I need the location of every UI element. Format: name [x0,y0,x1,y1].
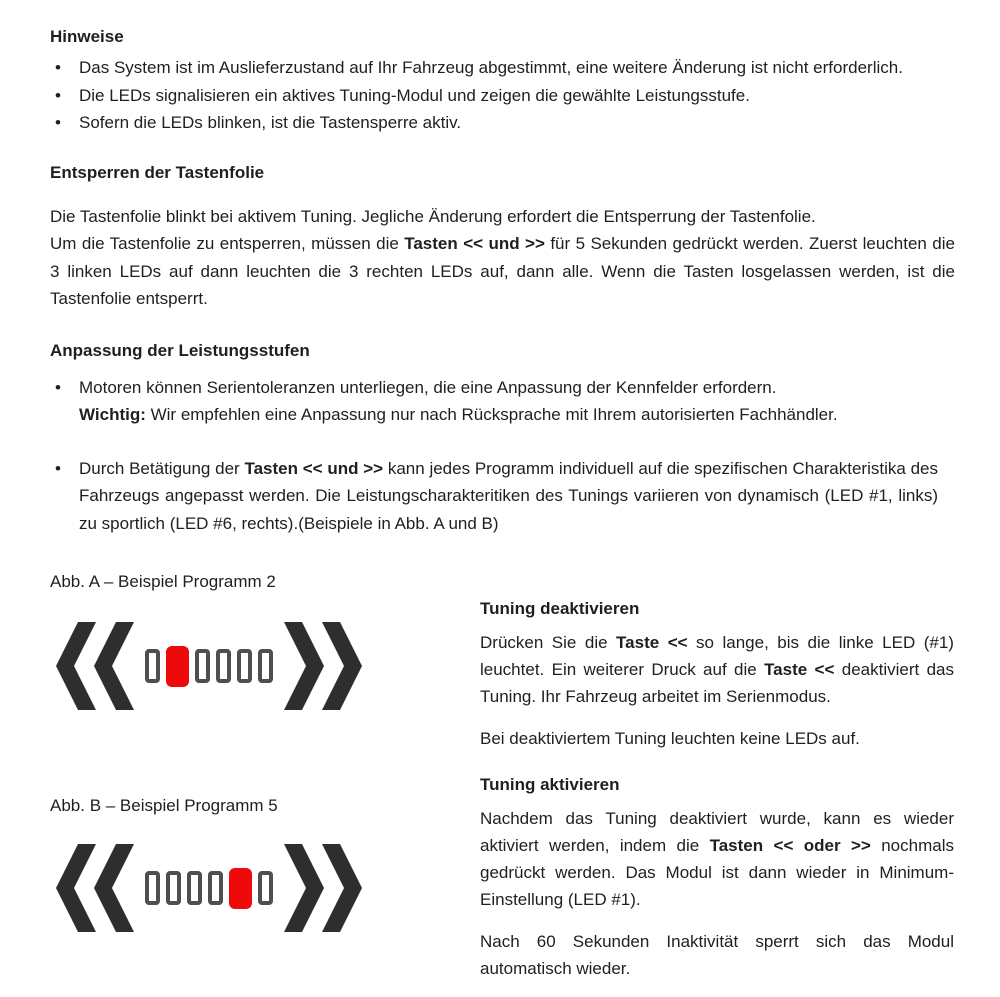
led-off-indicator [258,871,273,905]
anpassung-bullet-1: • Motoren können Serientoleranzen unterliegen, die eine Anpassung der Kennfelder erfordern. Wichtig: Wir empfehlen eine Anpassung nur nach Rücksprache mit Ihrem autorisierten Fachhändler. [50,374,938,429]
anpassung-bullet-2: • Durch Betätigung der Tasten << und >> kann jedes Programm individuell auf die spezifischen Charakteristika des Fahrzeugs angepasst werden. Die Leistungscharakteritiken des Tunings variieren von dynamisch (LED #1, links) zu sportlich (LED #6, rechts).(Beispiele in Abb. A und B) [50,455,938,538]
led-on-indicator [229,868,252,909]
hinweise-bullet-1: • Das System ist im Auslieferzustand auf Ihr Fahrzeug abgestimmt, eine weitere Änderung ist nicht erforderlich. [50,54,938,82]
double-chevron-right-icon [284,844,362,932]
figure-b-led-display [56,843,480,933]
figure-b-label: Abb. B – Beispiel Programm 5 [50,796,278,815]
led-off-indicator [145,649,160,683]
anpassung-title: Anpassung der Leistungsstufen [50,340,310,360]
double-chevron-right-icon [284,622,362,710]
led-on-indicator [166,646,189,687]
section-hinweise [50,26,952,137]
figure-a-label: Abb. A – Beispiel Programm 2 [50,572,276,591]
tuning-deaktivieren-title: Tuning deaktivieren [480,599,640,618]
led-off-indicator [216,649,231,683]
led-off-indicator [166,871,181,905]
led-off-indicator [258,649,273,683]
figure-a-led-display [56,621,480,711]
figures-and-instructions [50,559,952,997]
tuning-aktivieren-title: Tuning aktivieren [480,775,620,794]
double-chevron-left-icon [56,844,134,932]
figures-column [50,559,480,997]
hinweise-bullet-2: • Die LEDs signalisieren ein aktives Tuning-Modul und zeigen die gewählte Leistungsstufe. [50,82,938,110]
tuning-aktivieren-paragraph-1: Nachdem das Tuning deaktiviert wurde, kann es wieder aktiviert werden, indem die Tasten << oder >> nochmals gedrückt werden. Das Modul ist dann wieder in Minimum-Einstellung (LED #1). [480,809,954,909]
entsperren-title: Entsperren der Tastenfolie [50,162,265,182]
hinweise-bullet-list [50,54,938,137]
led-off-indicator [237,649,252,683]
section-anpassung [50,340,952,538]
double-chevron-left-icon [56,622,134,710]
led-off-indicator [145,871,160,905]
hinweise-bullet-3: • Sofern die LEDs blinken, ist die Tastensperre aktiv. [50,109,938,137]
led-row [145,868,273,909]
tuning-deaktivieren-paragraph-2: Bei deaktiviertem Tuning leuchten keine LEDs auf. [480,729,860,748]
entsperren-paragraph: Die Tastenfolie blinkt bei aktivem Tuning. Jegliche Änderung erfordert die Entsperrung der Tastenfolie. Um die Tastenfolie zu entsperren, müssen die Tasten << und >> für 5 Sekunden gedrückt werden. Zuerst leuchten die 3 linken LEDs auf dann leuchten die 3 rechten LEDs auf, dann alle. Wenn die Tasten losgelassen werden, ist die Tastenfolie entsperrt. [50,206,955,308]
anpassung-bullet-list [50,374,938,538]
led-row [145,646,273,687]
led-off-indicator [195,649,210,683]
led-off-indicator [187,871,202,905]
tuning-aktivieren-paragraph-2: Nach 60 Sekunden Inaktivität sperrt sich das Modul automatisch wieder. [480,932,954,978]
hinweise-title: Hinweise [50,27,124,46]
led-off-indicator [208,871,223,905]
instructions-column [480,559,954,997]
section-entsperren [50,162,955,313]
tuning-deaktivieren-paragraph-1: Drücken Sie die Taste << so lange, bis die linke LED (#1) leuchtet. Ein weiterer Druck auf die Taste << deaktiviert das Tuning. Ihr Fahrzeug arbeitet im Serienmodus. [480,633,954,706]
